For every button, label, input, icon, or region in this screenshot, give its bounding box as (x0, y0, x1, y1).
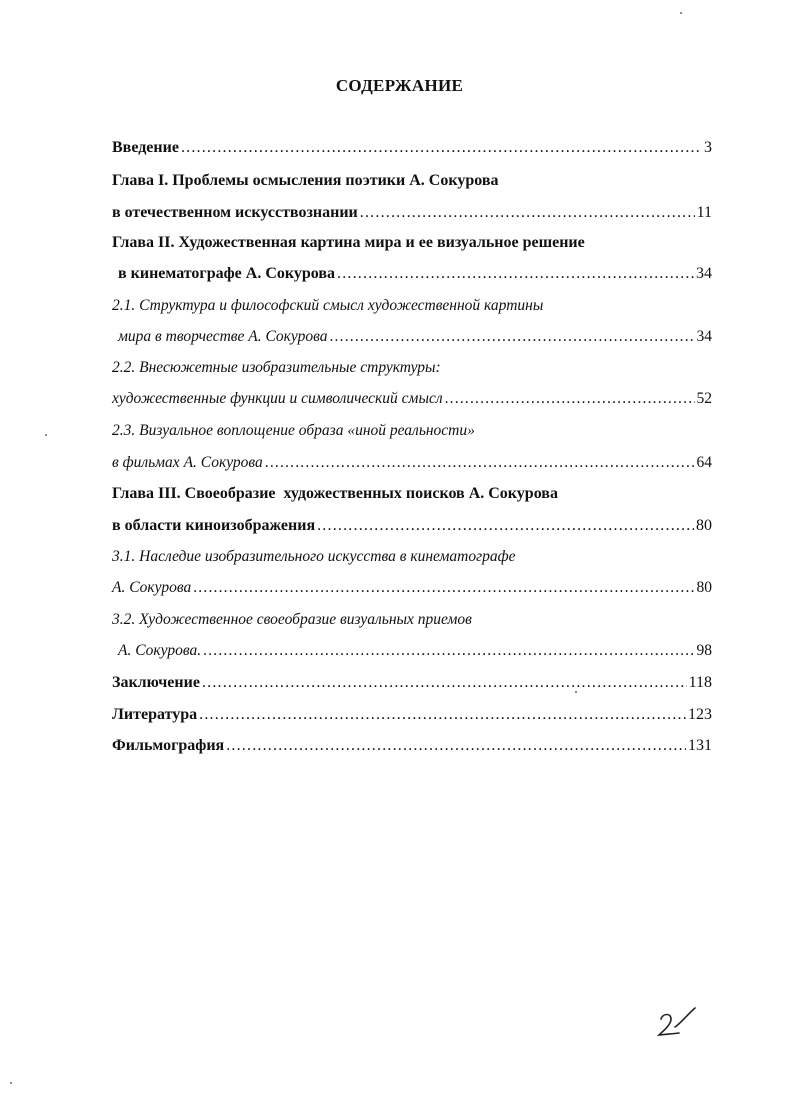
toc-entry-chapter-1-line-1 (112, 169, 712, 193)
toc-leader-dots (337, 262, 694, 286)
toc-entry-text: 2.1. Структура и философский смысл художественной картины (112, 297, 544, 314)
toc-entry-section-3-1-line-1 (112, 545, 712, 569)
scan-speck (45, 434, 47, 436)
toc-entry-chapter-3-line-2 (112, 514, 712, 538)
toc-entry-section-3-1-line-2 (112, 576, 712, 600)
toc-leader-dots (317, 514, 694, 538)
toc-entry-filmography (112, 734, 712, 758)
toc-leader-dots (329, 325, 694, 349)
toc-leader-dots (202, 671, 687, 695)
toc-leader-dots (181, 136, 702, 160)
toc-page-number: 52 (696, 390, 712, 407)
toc-entry-text: 3.1. Наследие изобразительного искусства в кинематографе (112, 548, 516, 565)
toc-page-number: 80 (696, 517, 712, 534)
toc-entry-text: Глава II. Художественная картина мира и ее визуальное решение (112, 234, 585, 251)
toc-page-number: 34 (696, 265, 712, 282)
toc-entry-section-2-3-line-1 (112, 419, 712, 443)
toc-entry-chapter-2-line-1 (112, 231, 712, 255)
toc-entry-section-2-1-line-1 (112, 294, 712, 318)
toc-entry-text: 2.3. Визуальное воплощение образа «иной реальности» (112, 422, 475, 439)
toc-page-number: 34 (696, 328, 712, 345)
toc-page-number: 131 (688, 737, 712, 754)
handwritten-page-number-icon (655, 1005, 700, 1040)
toc-entry-text: Заключение (112, 674, 200, 691)
toc-entry-introduction (112, 136, 712, 160)
toc-leader-dots (199, 703, 686, 727)
toc-entry-text: 2.2. Внесюжетные изобразительные структуры: (112, 359, 441, 376)
scan-speck (10, 1082, 12, 1084)
toc-entry-section-3-2-line-2 (112, 639, 712, 663)
toc-entry-text: Фильмография (112, 737, 225, 754)
toc-entry-text: в области киноизображения (112, 517, 316, 534)
toc-entry-chapter-2-line-2 (112, 262, 712, 286)
toc-entry-text: художественные функции и символический смысл (112, 390, 443, 407)
toc-entry-conclusion (112, 671, 712, 695)
toc-entry-literature (112, 703, 712, 727)
scan-speck (575, 691, 577, 693)
toc-page-number: 64 (696, 454, 712, 471)
toc-entry-text: А. Сокурова. (118, 642, 202, 659)
toc-entry-text: Введение (112, 139, 179, 156)
toc-entry-text: в фильмах А. Сокурова (112, 454, 263, 471)
toc-entry-text: 3.2. Художественное своеобразие визуальных приемов (112, 611, 472, 628)
toc-entry-text: в отечественном искусствознании (112, 204, 358, 221)
scan-speck (680, 12, 682, 14)
toc-entry-section-2-3-line-2 (112, 451, 712, 475)
toc-page-number: 118 (688, 674, 712, 691)
toc-entry-chapter-1-line-2 (112, 201, 712, 225)
toc-page-number: 3 (704, 139, 712, 156)
toc-page-number: 11 (696, 204, 712, 221)
toc-page-number: 80 (696, 579, 712, 596)
toc-entry-section-2-1-line-2 (112, 325, 712, 349)
toc-entry-section-2-2-line-2 (112, 387, 712, 411)
toc-entry-text: Глава III. Своеобразие художественных поисков А. Сокурова (112, 485, 558, 502)
toc-entry-text: в кинематографе А. Сокурова (118, 265, 335, 282)
toc-leader-dots (193, 576, 694, 600)
toc-page-number: 98 (696, 642, 712, 659)
toc-leader-dots (265, 451, 695, 475)
page-title: СОДЕРЖАНИЕ (335, 76, 464, 95)
toc-page-number: 123 (688, 706, 712, 723)
toc-entry-section-3-2-line-1 (112, 608, 712, 632)
toc-leader-dots (360, 201, 695, 225)
toc-entry-section-2-2-line-1 (112, 356, 712, 380)
toc-entry-text: мира в творчестве А. Сокурова (118, 328, 328, 345)
toc-entry-text: А. Сокурова (112, 579, 192, 596)
toc-leader-dots (203, 639, 694, 663)
toc-entry-text: Литература (112, 706, 198, 723)
toc-entry-text: Глава I. Проблемы осмысления поэтики А. Сокурова (112, 172, 499, 189)
toc-leader-dots (445, 387, 695, 411)
toc-leader-dots (226, 734, 686, 758)
toc-entry-chapter-3-line-1 (112, 482, 712, 506)
